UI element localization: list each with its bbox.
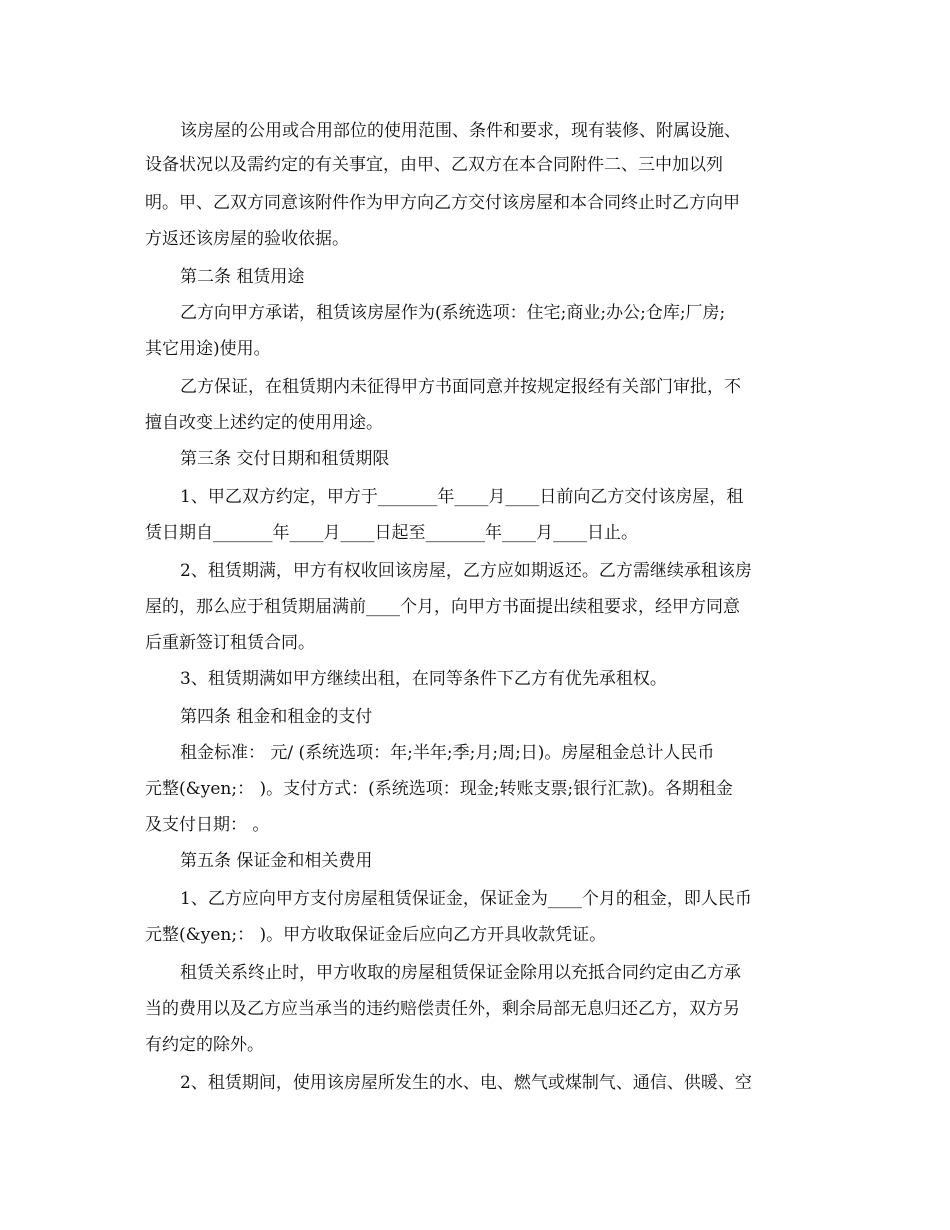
text-line: 元整(&yen;： )。甲方收取保证金后应向乙方开具收款凭证。 <box>145 925 607 945</box>
text-line: 乙方保证，在租赁期内未征得甲方书面同意并按规定报经有关部门审批，不 <box>180 377 741 397</box>
section-heading-5: 第五条 保证金和相关费用 <box>180 851 373 871</box>
text-line: 及支付日期： 。 <box>145 815 270 835</box>
text-line: 屋的，那么应于租赁期届满前____个月，向甲方书面提出续租要求，经甲方同意 <box>145 597 740 617</box>
section-heading-2: 第二条 租赁用途 <box>180 267 305 287</box>
text-line: 有约定的除外。 <box>145 1035 264 1055</box>
text-line: 2、租赁期满，甲方有权收回该房屋，乙方应如期返还。乙方需继续承租该房 <box>180 561 752 581</box>
text-line: 1、甲乙双方约定，甲方于_______年____月____日前向乙方交付该房屋，租 <box>180 487 744 507</box>
text-line: 租金标准： 元/ (系统选项：年;半年;季;月;周;日)。房屋租金总计人民币 <box>180 743 715 763</box>
text-line: 擅自改变上述约定的使用用途。 <box>145 413 383 433</box>
text-line: 设备状况以及需约定的有关事宜，由甲、乙双方在本合同附件二、三中加以列 <box>145 155 723 175</box>
text-line: 2、租赁期间，使用该房屋所发生的水、电、燃气或煤制气、通信、供暖、空 <box>180 1073 752 1093</box>
section-heading-4: 第四条 租金和租金的支付 <box>180 707 373 727</box>
text-line: 元整(&yen;： )。支付方式：(系统选项：现金;转账支票;银行汇款)。各期租金 <box>145 779 733 799</box>
text-line: 1、乙方应向甲方支付房屋租赁保证金，保证金为____个月的租金，即人民币 <box>180 889 752 909</box>
text-line: 其它用途)使用。 <box>145 339 271 359</box>
text-line: 3、租赁期满如甲方继续出租，在同等条件下乙方有优先承租权。 <box>180 669 667 689</box>
section-heading-3: 第三条 交付日期和租赁期限 <box>180 449 390 469</box>
text-line: 明。甲、乙双方同意该附件作为甲方向乙方交付该房屋和本合同终止时乙方向甲 <box>145 193 740 213</box>
text-line: 赁日期自_______年____月____日起至_______年____月____日止。 <box>145 523 638 543</box>
text-line: 当的费用以及乙方应当承当的违约赔偿责任外，剩余局部无息归还乙方，双方另 <box>145 999 740 1019</box>
text-line: 乙方向甲方承诺，租赁该房屋作为(系统选项：住宅;商业;办公;仓库;厂房; <box>180 303 726 323</box>
text-line: 租赁关系终止时，甲方收取的房屋租赁保证金除用以充抵合同约定由乙方承 <box>180 963 741 983</box>
text-line: 后重新签订租赁合同。 <box>145 633 315 653</box>
text-line: 方返还该房屋的验收依据。 <box>145 229 349 249</box>
text-line: 该房屋的公用或合用部位的使用范围、条件和要求，现有装修、附属设施、 <box>180 121 741 141</box>
